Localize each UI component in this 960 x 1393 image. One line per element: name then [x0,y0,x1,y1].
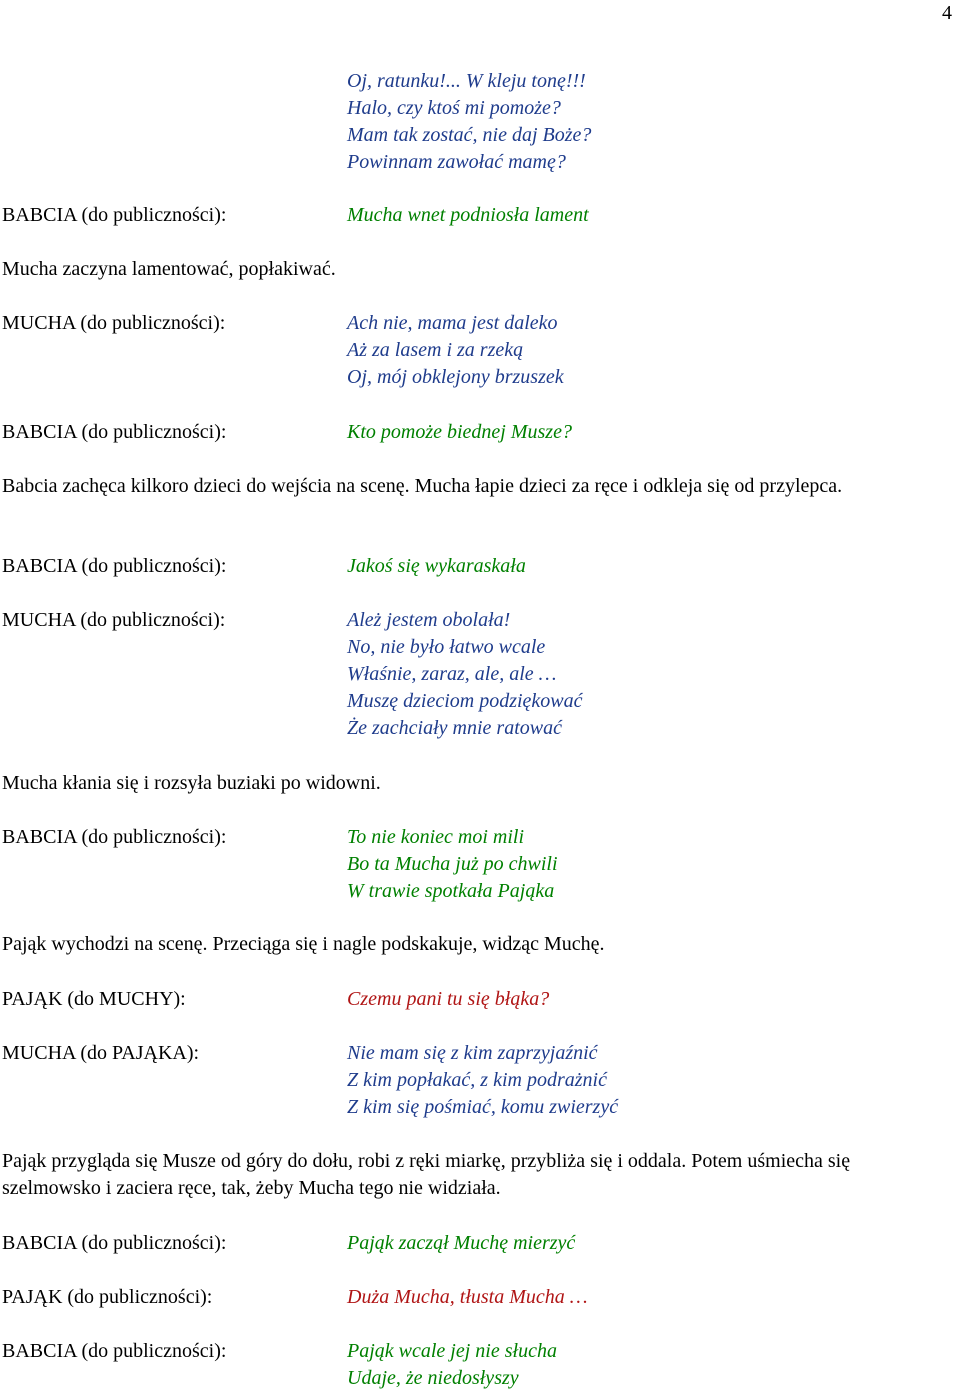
stage-direction: Mucha kłania się i rozsyła buziaki po widowni. [2,772,381,794]
speaker-label: PAJĄK (do MUCHY): [2,988,186,1010]
verse-line: Bo ta Mucha już po chwili [347,853,558,875]
verse-line: To nie koniec moi mili [347,826,525,848]
verse-lines [347,607,583,742]
verse-line: W trawie spotkała Pająka [347,880,555,902]
verse-line: Aż za lasem i za rzeką [347,339,524,361]
speaker-label: BABCIA (do publiczności): [2,555,227,577]
verse-lines [347,202,589,229]
verse-lines [347,68,591,176]
verse-line: Kto pomoże biednej Musze? [347,421,572,443]
verse-lines [347,419,572,446]
verse-line: Oj, ratunku!... W kleju tonę!!! [347,70,586,92]
verse-line: Czemu pani tu się błąka? [347,988,550,1010]
verse-line: Udaje, że niedosłyszy [347,1367,519,1389]
verse-line: Mam tak zostać, nie daj Boże? [347,124,592,146]
speaker-label: BABCIA (do publiczności): [2,826,227,848]
verse-line: Nie mam się z kim zaprzyjaźnić [347,1042,598,1064]
stage-direction: Babcia zachęca kilkoro dzieci do wejścia na scenę. Mucha łapie dzieci za ręce i odkleja się od przylepca. [2,475,843,497]
verse-line: No, nie było łatwo wcale [347,636,546,658]
speaker-label: MUCHA (do publiczności): [2,609,226,631]
verse-line: Pająk zaczął Muchę mierzyć [347,1232,576,1254]
verse-line: Mucha wnet podniosła lament [347,204,589,226]
speaker-label: MUCHA (do PAJĄKA): [2,1042,200,1064]
verse-lines [347,1338,557,1392]
speaker-label: MUCHA (do publiczności): [2,312,226,334]
verse-lines [347,1040,618,1121]
verse-line: Pająk wcale jej nie słucha [347,1340,557,1362]
speaker-label: BABCIA (do publiczności): [2,204,227,226]
verse-lines [347,824,558,905]
verse-line: Z kim popłakać, z kim podrażnić [347,1069,607,1091]
speaker-label: BABCIA (do publiczności): [2,1340,227,1362]
verse-lines [347,1284,588,1311]
verse-line: Duża Mucha, tłusta Mucha … [347,1286,588,1308]
verse-line: Właśnie, zaraz, ale, ale … [347,663,557,685]
verse-lines [347,986,549,1013]
verse-lines [347,310,564,391]
stage-direction: Pająk przygląda się Musze od góry do dołu, robi z ręki miarkę, przybliża się i oddala. Potem uśmiecha się szelmowsko i zaciera ręce, tak, żeby Mucha tego nie widziała. [2,1150,851,1199]
verse-line: Powinnam zawołać mamę? [347,151,566,173]
verse-line: Muszę dzieciom podziękować [347,690,583,712]
verse-line: Oj, mój obklejony brzuszek [347,366,564,388]
speaker-label: BABCIA (do publiczności): [2,421,227,443]
stage-direction: Mucha zaczyna lamentować, popłakiwać. [2,258,336,280]
verse-line: Z kim się pośmiać, komu zwierzyć [347,1096,619,1118]
stage-direction: Pająk wychodzi na scenę. Przeciąga się i nagle podskakuje, widząc Muchę. [2,933,605,955]
verse-line: Halo, czy ktoś mi pomoże? [347,97,561,119]
verse-line: Że zachciały mnie ratować [347,717,562,739]
verse-line: Ach nie, mama jest daleko [347,312,558,334]
page-number: 4 [942,2,952,24]
verse-line: Ależ jestem obolała! [347,609,511,631]
verse-lines [347,1230,575,1257]
verse-line: Jakoś się wykaraskała [347,555,526,577]
speaker-label: BABCIA (do publiczności): [2,1232,227,1254]
speaker-label: PAJĄK (do publiczności): [2,1286,213,1308]
verse-lines [347,553,526,580]
